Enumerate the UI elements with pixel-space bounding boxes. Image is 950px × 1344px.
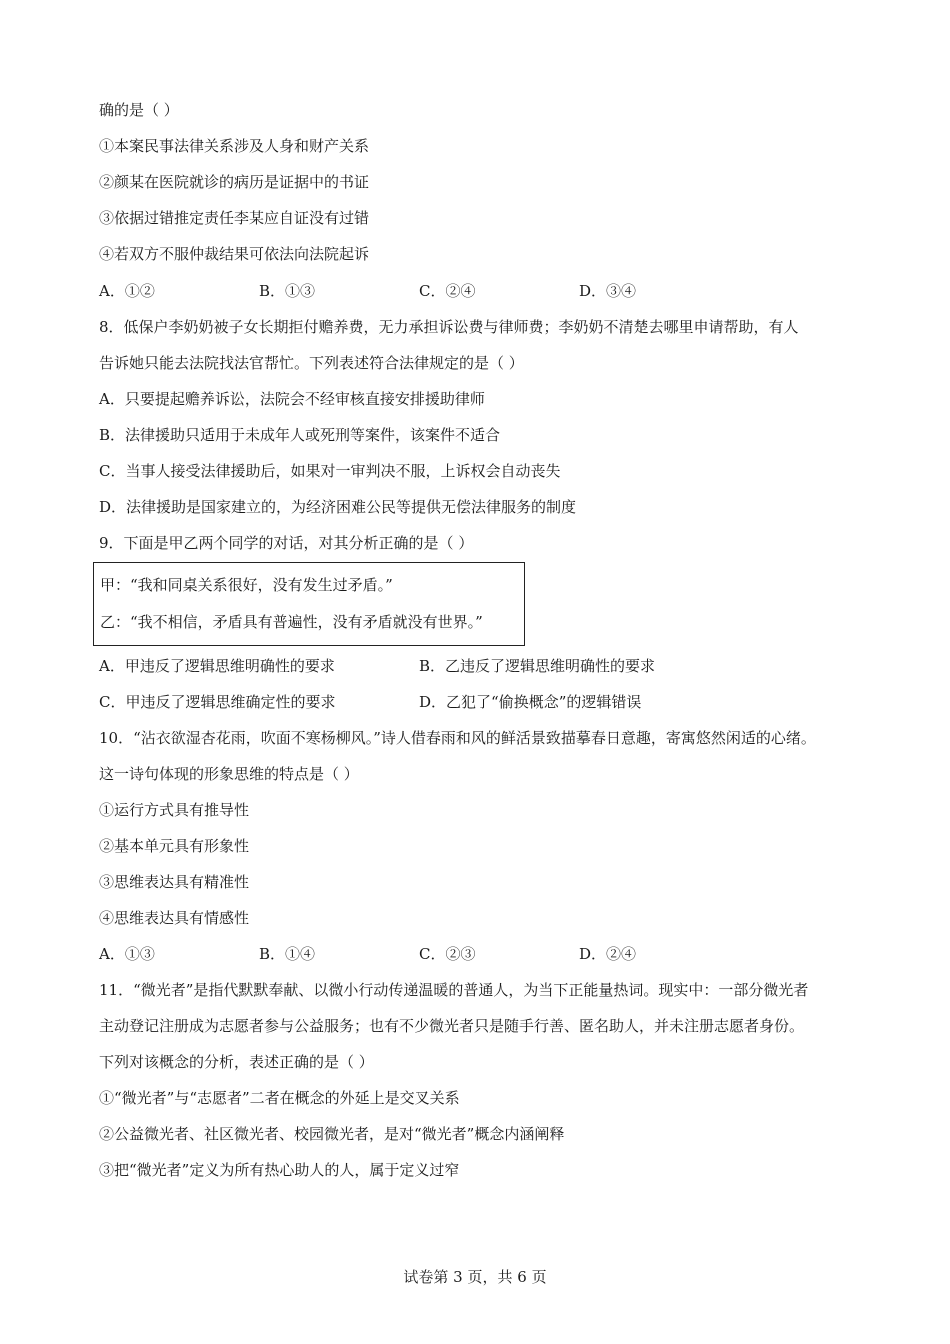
q8-option-a: A．只要提起赡养诉讼，法院会不经审核直接安排援助律师: [99, 390, 485, 408]
q10-stem-line-1: 10．“沾衣欲湿杏花雨，吹面不寒杨柳风。”诗人借春雨和风的鲜活景致描摹春日意趣，寄寓悠然闲适的心绪。: [99, 729, 816, 747]
q7-statement-1: ①本案民事法律关系涉及人身和财产关系: [99, 137, 370, 155]
q8-stem-line-1: 8．低保户李奶奶被子女长期拒付赡养费，无力承担诉讼费与律师费；李奶奶不清楚去哪里申请帮助，有人: [99, 318, 799, 336]
q7-option-d: D．③④: [579, 282, 637, 300]
q11-statement-3: ③把“微光者”定义为所有热心助人的人，属于定义过窄: [99, 1161, 460, 1179]
q10-statement-2: ②基本单元具有形象性: [99, 837, 250, 855]
q10-option-b: B．①④: [259, 945, 316, 963]
q9-options-row-2: [99, 691, 859, 713]
q7-option-a: A．①②: [99, 282, 155, 300]
q10-statement-3: ③思维表达具有精准性: [99, 873, 250, 891]
page-footer: 试卷第 3 页，共 6 页: [403, 1268, 547, 1286]
q10-option-a: A．①③: [99, 945, 155, 963]
q8-option-c: C．当事人接受法律援助后，如果对一审判决不服，上诉权会自动丧失: [99, 462, 561, 480]
q11-stem-line-3: 下列对该概念的分析，表述正确的是（ ）: [99, 1053, 374, 1071]
q8-option-b: B．法律援助只适用于未成年人或死刑等案件，该案件不适合: [99, 426, 501, 444]
q10-statement-1: ①运行方式具有推导性: [99, 801, 250, 819]
q7-statement-3: ③依据过错推定责任李某应自证没有过错: [99, 209, 370, 227]
q9-option-b: B．乙违反了逻辑思维明确性的要求: [419, 657, 656, 675]
q11-stem-line-1: 11．“微光者”是指代默默奉献、以微小行动传递温暖的普通人，为当下正能量热词。现实中：一部分微光者: [99, 981, 809, 999]
q9-dialogue-jia: 甲：“我和同桌关系很好，没有发生过矛盾。”: [100, 576, 393, 594]
q10-option-d: D．②④: [579, 945, 637, 963]
q9-option-a: A．甲违反了逻辑思维明确性的要求: [99, 657, 335, 675]
q8-option-d: D．法律援助是国家建立的，为经济困难公民等提供无偿法律服务的制度: [99, 498, 577, 516]
q9-options-row-1: [99, 655, 859, 677]
q7-option-b: B．①③: [259, 282, 316, 300]
q7-statement-4: ④若双方不服仲裁结果可依法向法院起诉: [99, 245, 370, 263]
q10-stem-line-2: 这一诗句体现的形象思维的特点是（ ）: [99, 765, 359, 783]
q10-options: [99, 943, 859, 965]
q8-stem-line-2: 告诉她只能去法院找法官帮忙。下列表述符合法律规定的是（ ）: [99, 354, 524, 372]
q11-stem-line-2: 主动登记注册成为志愿者参与公益服务；也有不少微光者只是随手行善、匿名助人，并未注册志愿者身份。: [99, 1017, 805, 1035]
q7-option-c: C．②④: [419, 282, 476, 300]
q9-option-c: C．甲违反了逻辑思维确定性的要求: [99, 693, 336, 711]
q11-statement-2: ②公益微光者、社区微光者、校园微光者，是对“微光者”概念内涵阐释: [99, 1125, 565, 1143]
q9-dialogue-yi: 乙：“我不相信，矛盾具有普遍性，没有矛盾就没有世界。”: [100, 613, 483, 631]
q10-statement-4: ④思维表达具有情感性: [99, 909, 250, 927]
q9-option-d: D．乙犯了“偷换概念”的逻辑错误: [419, 693, 642, 711]
q9-dialogue-box: [93, 562, 525, 646]
q10-option-c: C．②③: [419, 945, 476, 963]
q7-stem-tail: 确的是（ ）: [99, 101, 179, 119]
q11-statement-1: ①“微光者”与“志愿者”二者在概念的外延上是交叉关系: [99, 1089, 460, 1107]
q7-statement-2: ②颜某在医院就诊的病历是证据中的书证: [99, 173, 370, 191]
q9-stem: 9．下面是甲乙两个同学的对话，对其分析正确的是（ ）: [99, 534, 474, 552]
q7-options: [99, 280, 859, 302]
